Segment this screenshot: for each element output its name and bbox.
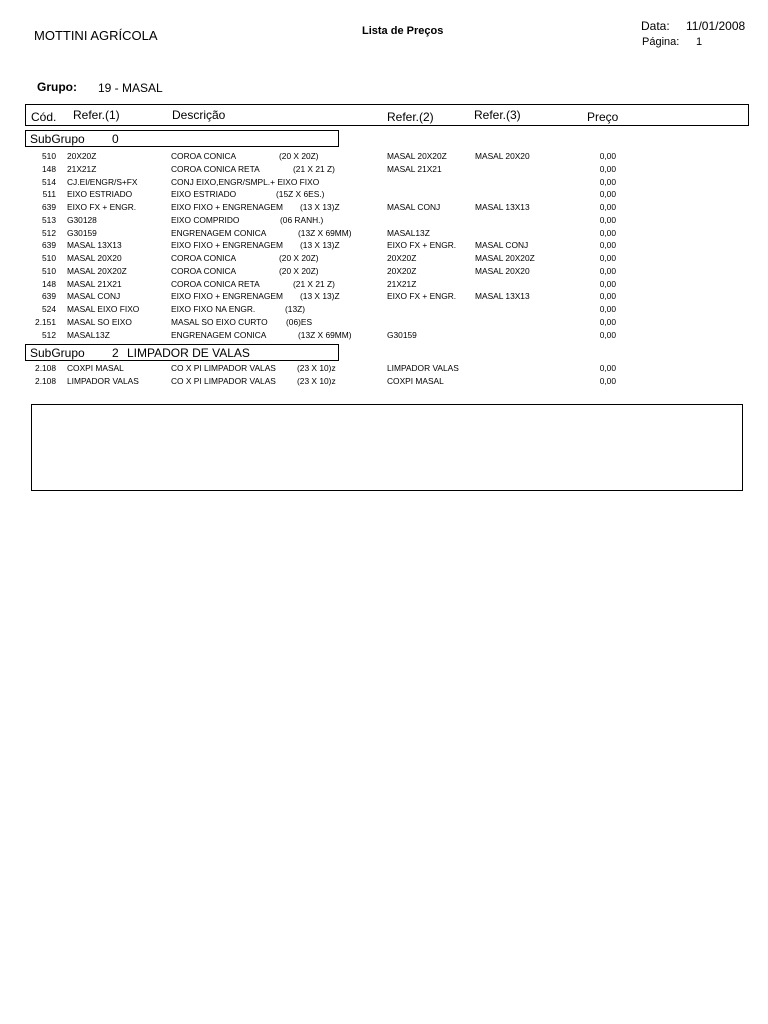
cell-cod: 514 xyxy=(42,176,56,187)
cell-ref1: CJ.EI/ENGR/S+FX xyxy=(67,176,138,187)
cell-ref2: MASAL CONJ xyxy=(387,202,441,212)
cell-dimension: (13Z X 69MM) xyxy=(298,227,352,238)
cell-price: 0,00 xyxy=(599,304,616,314)
cell-cod: 510 xyxy=(42,253,56,263)
cell-cod: 512 xyxy=(42,329,56,340)
table-row xyxy=(0,228,768,241)
col-desc: Descrição xyxy=(172,108,226,122)
cell-dimension: (13 X 13)Z xyxy=(300,240,340,251)
cell-dimension: (23 X 10)z xyxy=(297,363,336,373)
cell-dimension: (13 X 13)Z xyxy=(300,291,340,302)
cell-price: 0,00 xyxy=(599,202,616,212)
cell-ref3: MASAL 20X20 xyxy=(475,151,530,161)
subgroup-name: LIMPADOR DE VALAS xyxy=(127,346,250,360)
table-row xyxy=(0,177,768,190)
cell-ref2: 20X20Z xyxy=(387,265,417,276)
table-row xyxy=(0,363,768,376)
cell-description: COROA CONICA xyxy=(171,253,237,263)
cell-ref1: G30128 xyxy=(67,214,97,225)
cell-price: 0,00 xyxy=(599,253,616,263)
cell-ref2: 21X21Z xyxy=(387,278,417,289)
cell-price: 0,00 xyxy=(599,227,616,238)
cell-description: MASAL SO EIXO CURTO xyxy=(171,316,268,327)
cell-ref3: MASAL 20X20Z xyxy=(475,253,535,263)
cell-ref1: MASAL SO EIXO xyxy=(67,316,132,327)
cell-dimension: (06 RANH.) xyxy=(280,214,324,225)
date-value: 11/01/2008 xyxy=(686,19,746,33)
cell-cod: 148 xyxy=(42,278,56,289)
cell-price: 0,00 xyxy=(599,291,616,302)
cell-dimension: (20 X 20Z) xyxy=(279,265,319,276)
cell-dimension: (21 X 21 Z) xyxy=(293,163,335,174)
cell-ref2: EIXO FX + ENGR. xyxy=(387,291,457,302)
cell-cod: 513 xyxy=(42,214,56,225)
cell-price: 0,00 xyxy=(599,375,616,386)
cell-cod: 148 xyxy=(42,163,56,174)
cell-ref2: MASAL13Z xyxy=(387,227,430,238)
cell-description: CO X PI LIMPADOR VALAS xyxy=(171,375,276,386)
col-cod: Cód. xyxy=(31,110,57,124)
cell-price: 0,00 xyxy=(599,316,616,327)
cell-ref2: 20X20Z xyxy=(387,253,417,263)
cell-description: COROA CONICA xyxy=(171,151,237,161)
cell-dimension: (23 X 10)z xyxy=(297,375,336,386)
cell-cod: 639 xyxy=(42,240,56,251)
cell-cod: 510 xyxy=(42,265,56,276)
cell-price: 0,00 xyxy=(599,265,616,276)
table-row xyxy=(0,330,768,343)
cell-ref1: EIXO ESTRIADO xyxy=(67,189,133,200)
table-row xyxy=(0,151,768,164)
cell-description: EIXO FIXO NA ENGR. xyxy=(171,304,256,314)
cell-ref3: MASAL 13X13 xyxy=(475,202,530,212)
date-label: Data: xyxy=(641,19,670,33)
cell-cod: 511 xyxy=(42,189,56,200)
cell-ref1: 20X20Z xyxy=(67,151,97,161)
cell-price: 0,00 xyxy=(599,278,616,289)
table-row xyxy=(0,240,768,253)
cell-ref1: LIMPADOR VALAS xyxy=(67,375,139,386)
subgroup-label: SubGrupo xyxy=(30,132,85,146)
col-ref1: Refer.(1) xyxy=(73,108,120,122)
subgroup-header xyxy=(25,344,339,361)
cell-ref1: MASAL 20X20Z xyxy=(67,265,127,276)
cell-ref1: COXPI MASAL xyxy=(67,363,124,373)
cell-description: ENGRENAGEM CONICA xyxy=(171,329,267,340)
col-ref3: Refer.(3) xyxy=(474,108,521,122)
cell-price: 0,00 xyxy=(599,163,616,174)
cell-dimension: (06)ES xyxy=(286,316,313,327)
cell-ref2: LIMPADOR VALAS xyxy=(387,363,459,373)
table-row xyxy=(0,291,768,304)
cell-dimension: (20 X 20Z) xyxy=(279,151,319,161)
cell-cod: 512 xyxy=(42,227,56,238)
cell-ref1: EIXO FX + ENGR. xyxy=(67,202,137,212)
cell-price: 0,00 xyxy=(599,176,616,187)
table-row xyxy=(0,266,768,279)
cell-description: COROA CONICA RETA xyxy=(171,278,260,289)
group-value: 19 - MASAL xyxy=(98,81,163,95)
cell-dimension: (13Z) xyxy=(285,304,306,314)
cell-ref1: MASAL 13X13 xyxy=(67,240,122,251)
cell-price: 0,00 xyxy=(599,363,616,373)
table-row xyxy=(0,189,768,202)
table-row xyxy=(0,253,768,266)
cell-ref1: MASAL 20X20 xyxy=(67,253,122,263)
cell-ref1: G30159 xyxy=(67,227,97,238)
subgroup-label: SubGrupo xyxy=(30,346,85,360)
cell-description: COROA CONICA RETA xyxy=(171,163,260,174)
cell-ref1: MASAL 21X21 xyxy=(67,278,122,289)
cell-cod: 639 xyxy=(42,291,56,302)
cell-cod: 2.151 xyxy=(35,316,56,327)
cell-cod: 510 xyxy=(42,151,56,161)
col-ref2: Refer.(2) xyxy=(387,110,434,124)
company-name: MOTTINI AGRÍCOLA xyxy=(34,28,158,43)
cell-cod: 2.108 xyxy=(35,375,56,386)
cell-ref1: MASAL EIXO FIXO xyxy=(67,304,140,314)
cell-ref1: MASAL13Z xyxy=(67,329,110,340)
notes-box xyxy=(31,404,743,491)
cell-description: COROA CONICA xyxy=(171,265,237,276)
table-row xyxy=(0,279,768,292)
cell-ref2: G30159 xyxy=(387,329,417,340)
cell-cod: 2.108 xyxy=(35,363,56,373)
cell-price: 0,00 xyxy=(599,151,616,161)
table-row xyxy=(0,164,768,177)
cell-description: CO X PI LIMPADOR VALAS xyxy=(171,363,276,373)
subgroup-number: 2 xyxy=(112,346,119,360)
group-label: Grupo: xyxy=(37,80,77,94)
cell-ref2: EIXO FX + ENGR. xyxy=(387,240,457,251)
cell-price: 0,00 xyxy=(599,329,616,340)
page-number: 1 xyxy=(696,36,703,48)
cell-ref3: MASAL 13X13 xyxy=(475,291,530,302)
cell-description: EIXO FIXO + ENGRENAGEM xyxy=(171,202,283,212)
cell-dimension: (20 X 20Z) xyxy=(279,253,319,263)
cell-ref3: MASAL 20X20 xyxy=(475,265,530,276)
cell-price: 0,00 xyxy=(599,240,616,251)
table-row xyxy=(0,215,768,228)
cell-description: EIXO COMPRIDO xyxy=(171,214,240,225)
page-title: Lista de Preços xyxy=(362,25,444,37)
cell-description: EIXO FIXO + ENGRENAGEM xyxy=(171,291,283,302)
cell-ref2: COXPI MASAL xyxy=(387,375,444,386)
column-header xyxy=(25,104,749,126)
cell-description: EIXO ESTRIADO xyxy=(171,189,237,200)
table-row xyxy=(0,317,768,330)
cell-ref1: 21X21Z xyxy=(67,163,97,174)
col-price: Preço xyxy=(587,110,619,124)
cell-dimension: (13Z X 69MM) xyxy=(298,329,352,340)
cell-description: EIXO FIXO + ENGRENAGEM xyxy=(171,240,283,251)
cell-ref2: MASAL 20X20Z xyxy=(387,151,447,161)
cell-price: 0,00 xyxy=(599,214,616,225)
cell-ref3: MASAL CONJ xyxy=(475,240,529,251)
table-row xyxy=(0,304,768,317)
cell-description: CONJ EIXO,ENGR/SMPL.+ EIXO FIXO xyxy=(171,176,320,187)
table-row xyxy=(0,202,768,215)
cell-dimension: (15Z X 6ES.) xyxy=(276,189,325,200)
table-row xyxy=(0,376,768,389)
cell-cod: 524 xyxy=(42,304,56,314)
page-label: Página: xyxy=(642,36,680,48)
cell-dimension: (21 X 21 Z) xyxy=(293,278,335,289)
cell-ref2: MASAL 21X21 xyxy=(387,163,442,174)
cell-description: ENGRENAGEM CONICA xyxy=(171,227,267,238)
cell-cod: 639 xyxy=(42,202,56,212)
cell-price: 0,00 xyxy=(599,189,616,200)
subgroup-number: 0 xyxy=(112,132,119,146)
subgroup-header xyxy=(25,130,339,147)
cell-dimension: (13 X 13)Z xyxy=(300,202,340,212)
cell-ref1: MASAL CONJ xyxy=(67,291,121,302)
